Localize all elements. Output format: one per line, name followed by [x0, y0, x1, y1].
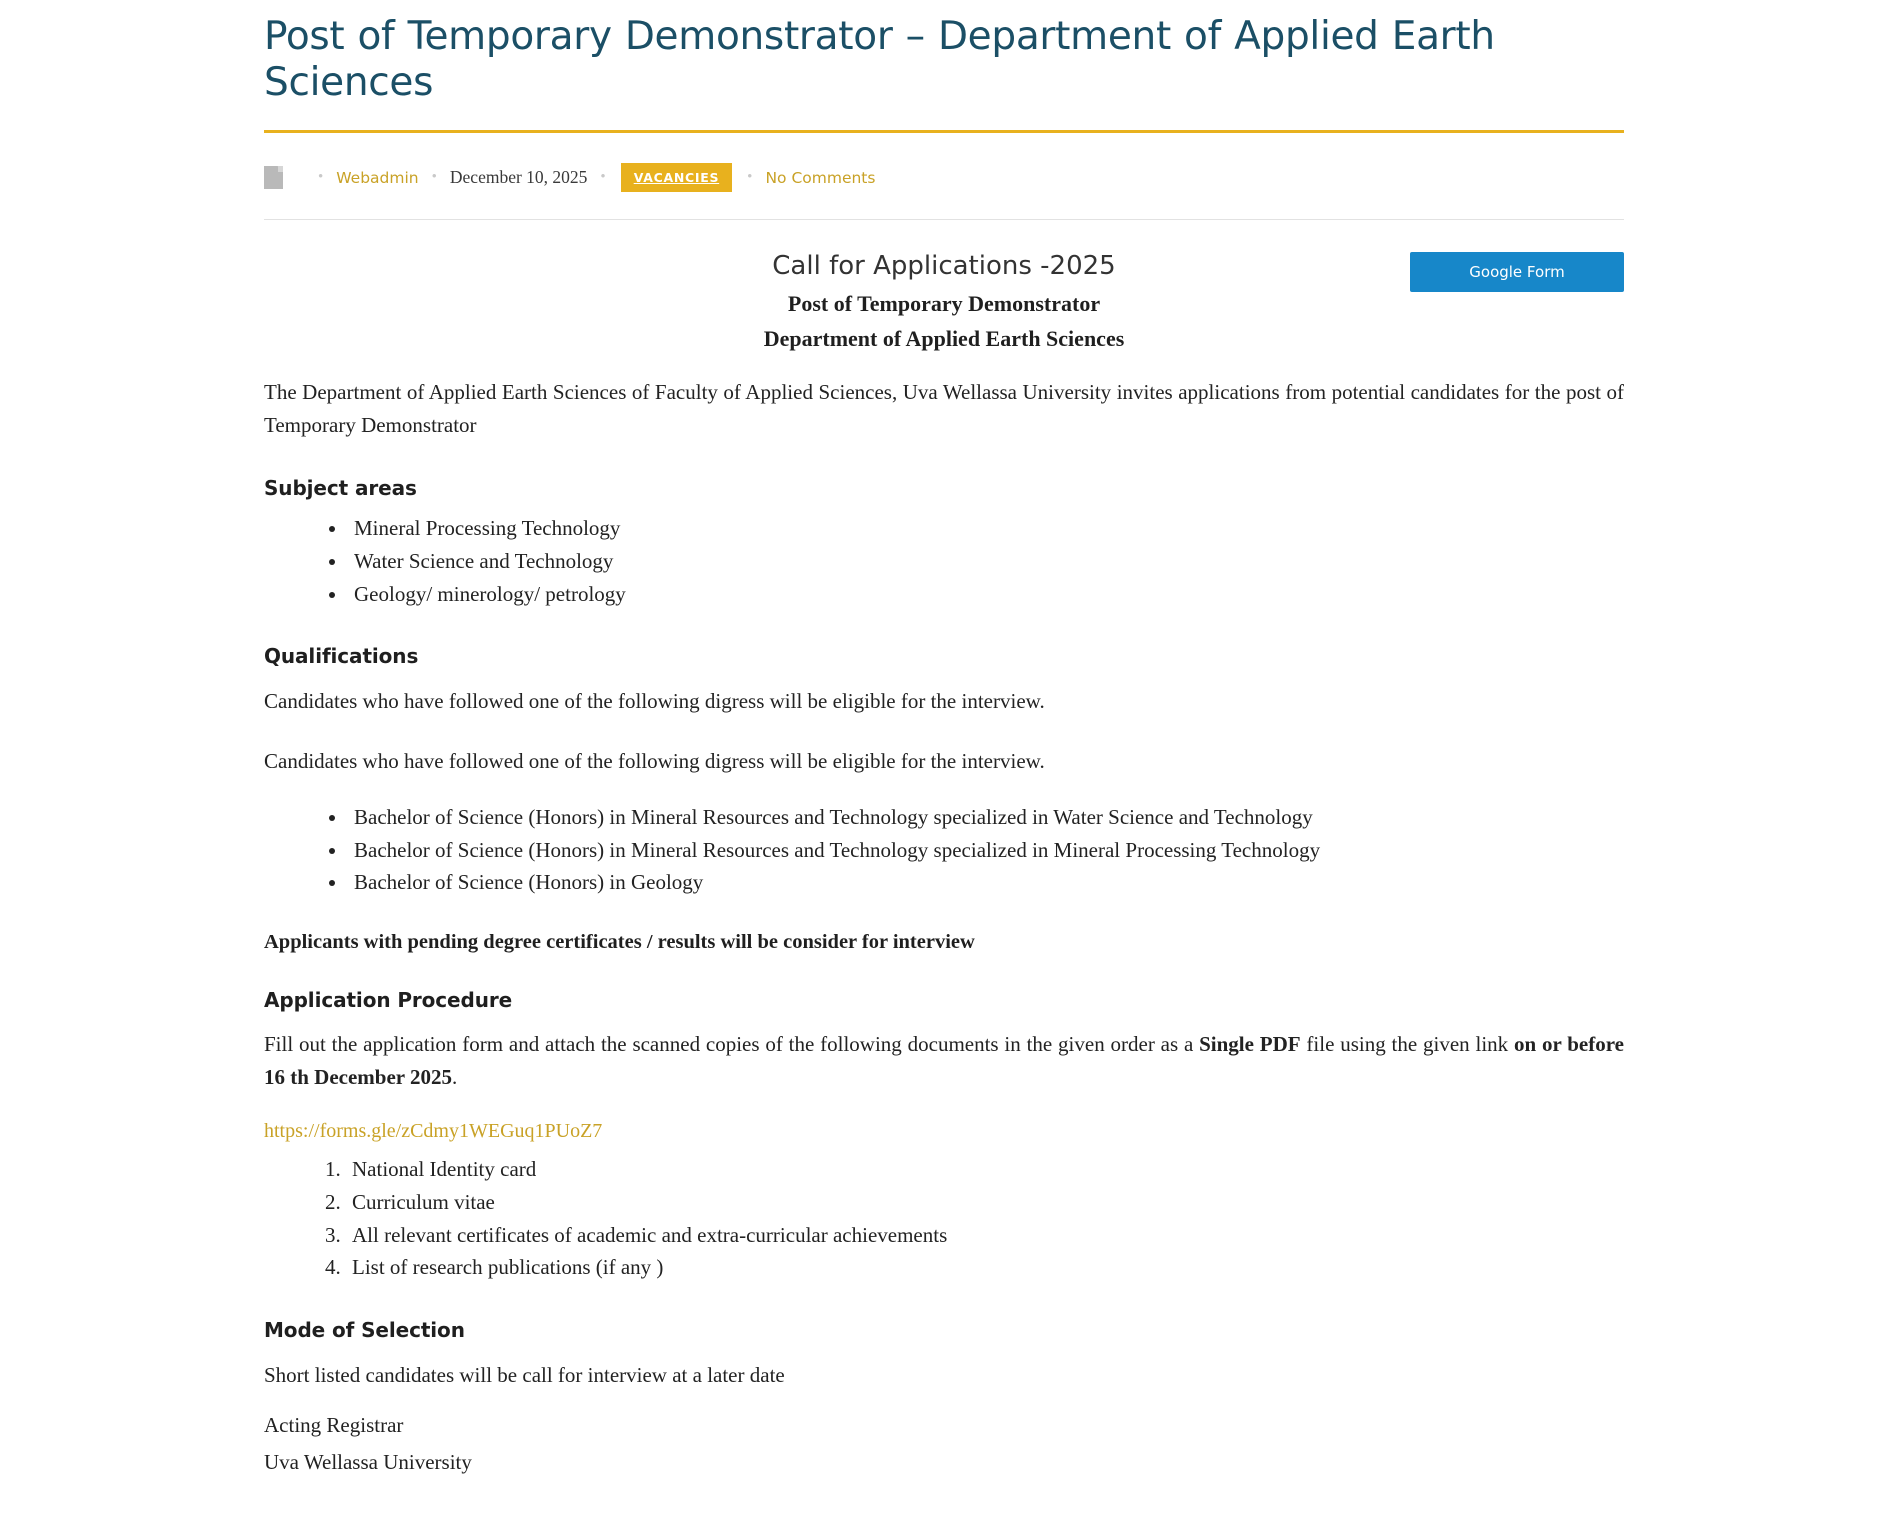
- procedure-text-3: .: [452, 1064, 458, 1089]
- list-item: 1. National Identity card: [346, 1153, 1624, 1186]
- qualifications-line-1: Candidates who have followed one of the following digress will be eligible for the interview.: [264, 689, 1045, 714]
- intro-paragraph: The Department of Applied Earth Sciences of Faculty of Applied Sciences, Uva Wellassa University invites applications from potential candidates for the post of Temporary Demonstrator: [264, 380, 1624, 438]
- list-item: • Geology/ minerology/ petrology: [348, 578, 1624, 611]
- list-item: • Mineral Processing Technology: [348, 512, 1624, 545]
- procedure-text-2: file using the given link: [1300, 1031, 1514, 1056]
- list-item: 3. All relevant certificates of academic and extra-curricular achievements: [346, 1219, 1624, 1252]
- qualifications-heading: Qualifications: [264, 644, 419, 669]
- meta-separator-3: •: [600, 169, 606, 186]
- post-meta: [264, 133, 1624, 192]
- qualifications-line-2: Candidates who have followed one of the following digress will be eligible for the interview.: [264, 748, 1045, 773]
- post-author-link[interactable]: Webadmin: [336, 168, 419, 187]
- post-date: December 10, 2025: [449, 167, 588, 188]
- subject-areas-heading: Subject areas: [264, 476, 417, 501]
- document-icon: [264, 166, 283, 189]
- signoff-organization: Uva Wellassa University: [264, 1450, 472, 1475]
- procedure-deadline: on or before 16 th December 2025: [264, 1031, 1624, 1089]
- pending-certificates-note: Applicants with pending degree certificates / results will be consider for interview: [264, 930, 975, 953]
- meta-separator-4: •: [747, 169, 753, 186]
- list-item: • Bachelor of Science (Honors) in Mineral Resources and Technology specialized in Water Science and Technology: [348, 801, 1624, 834]
- list-item: • Bachelor of Science (Honors) in Geology: [348, 866, 1624, 899]
- application-procedure-paragraph: [264, 1028, 1624, 1094]
- page-title: Post of Temporary Demonstrator – Department of Applied Earth Sciences: [264, 14, 1495, 106]
- category-badge-vacancies[interactable]: VACANCIES: [621, 163, 732, 192]
- meta-separator-2: •: [431, 169, 437, 186]
- post-page: [264, 0, 1624, 1518]
- call-for-applications-heading: Call for Applications -2025: [772, 251, 1116, 282]
- application-procedure-heading: Application Procedure: [264, 987, 513, 1012]
- list-item: • Water Science and Technology: [348, 545, 1624, 578]
- comments-link[interactable]: No Comments: [765, 168, 876, 187]
- degrees-list: [264, 801, 1624, 899]
- google-form-button[interactable]: Google Form: [1410, 252, 1624, 292]
- meta-separator-1: •: [318, 169, 324, 186]
- list-item: 2. Curriculum vitae: [346, 1186, 1624, 1219]
- post-name-heading: Post of Temporary Demonstrator: [787, 290, 1101, 316]
- signoff-role: Acting Registrar: [264, 1412, 404, 1437]
- procedure-text-1: Fill out the application form and attach the scanned copies of the following documents in the given order as a: [264, 1031, 1200, 1056]
- procedure-single-pdf: Single PDF: [1199, 1031, 1301, 1056]
- mode-of-selection-heading: Mode of Selection: [264, 1318, 465, 1343]
- list-item: • Bachelor of Science (Honors) in Mineral Resources and Technology specialized in Mineral Processing Technology: [348, 834, 1624, 867]
- list-item: 4. List of research publications (if any ): [346, 1251, 1624, 1284]
- subject-areas-list: [264, 512, 1624, 610]
- mode-of-selection-text: Short listed candidates will be call for interview at a later date: [264, 1363, 785, 1388]
- required-documents-list: [264, 1153, 1624, 1284]
- department-heading: Department of Applied Earth Sciences: [763, 325, 1125, 351]
- post-content: [264, 220, 1624, 1477]
- application-form-link[interactable]: https://forms.gle/zCdmy1WEGuq1PUoZ7: [264, 1120, 603, 1143]
